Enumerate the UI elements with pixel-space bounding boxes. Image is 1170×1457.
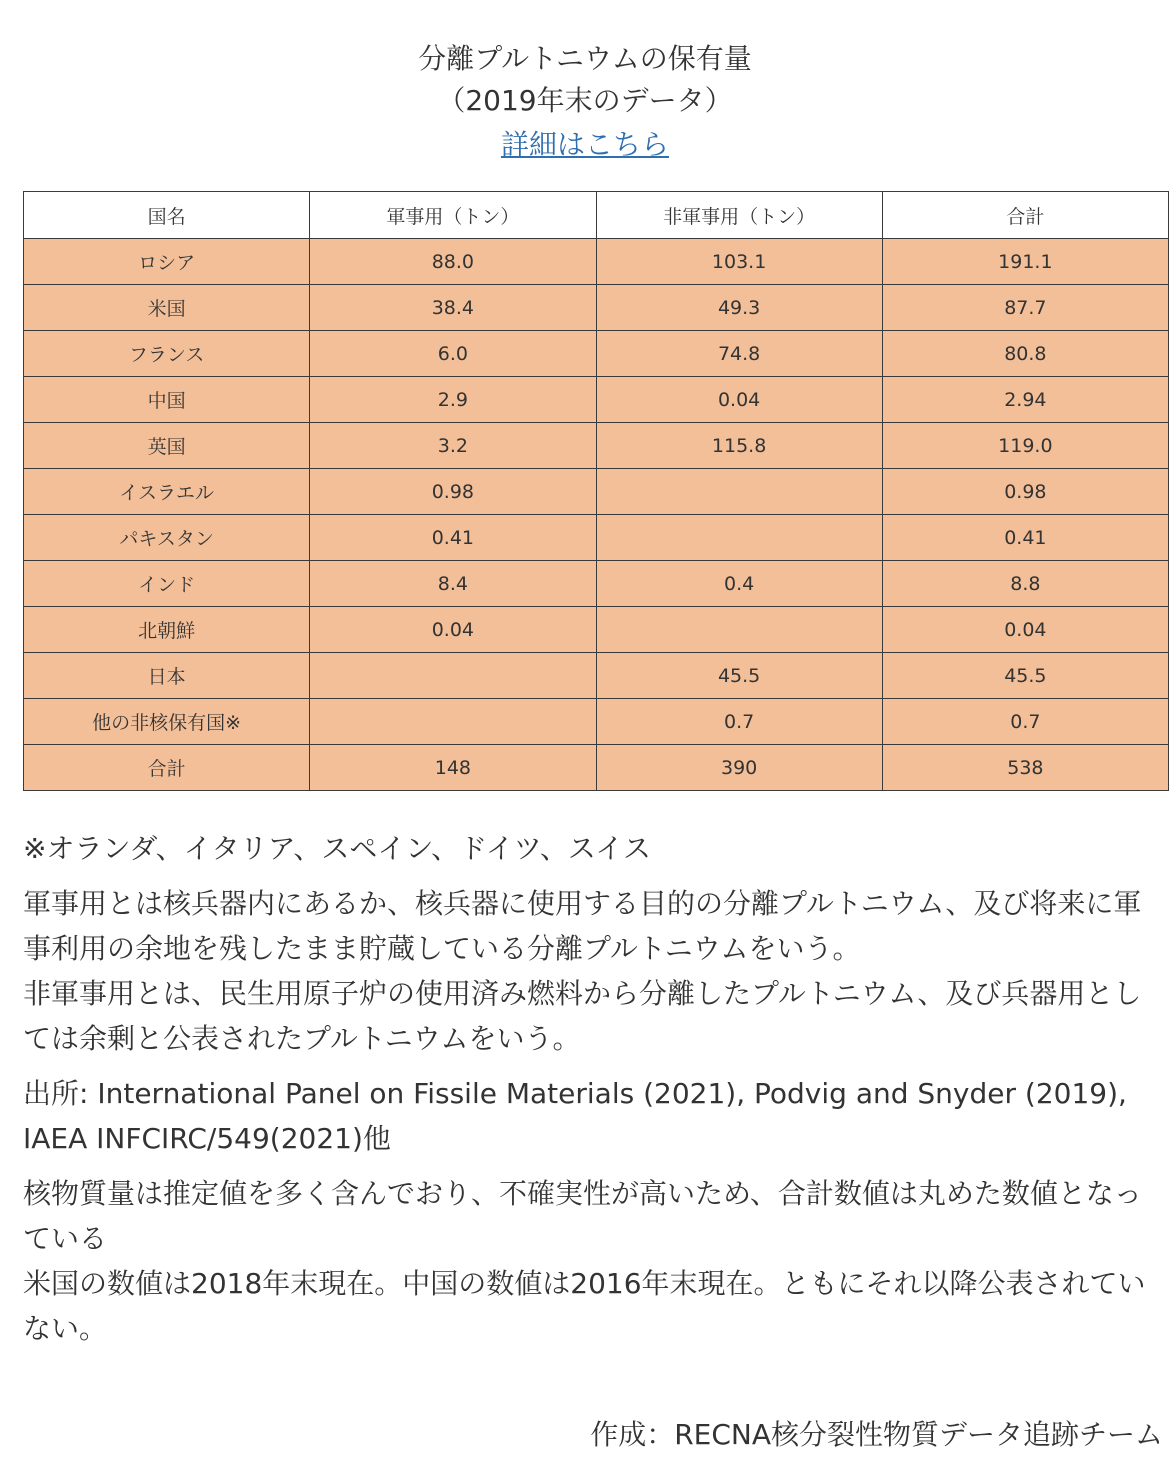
page-subtitle: （2019年末のデータ）: [437, 84, 733, 117]
total-cell: 0.98: [882, 469, 1168, 515]
country-cell: ロシア: [24, 239, 310, 285]
total-cell: 8.8: [882, 561, 1168, 607]
civil-cell: 0.04: [596, 377, 882, 423]
rounding-note-text: 核物質量は推定値を多く含んでおり、不確実性が高いため、合計数値は丸めた数値となっている: [23, 1177, 1142, 1255]
table-row: [24, 561, 1169, 607]
page-title: 分離プルトニウムの保有量: [418, 42, 752, 75]
civil-cell: [596, 607, 882, 653]
military-cell: 0.98: [310, 469, 596, 515]
column-header-total: 合計: [882, 192, 1168, 239]
military-cell: [310, 699, 596, 745]
total-cell: 87.7: [882, 285, 1168, 331]
military-cell: 38.4: [310, 285, 596, 331]
country-cell: インド: [24, 561, 310, 607]
military-cell: 6.0: [310, 331, 596, 377]
column-header-country: 国名: [24, 192, 310, 239]
us-china-note-text: 米国の数値は2018年末現在。中国の数値は2016年末現在。ともにそれ以降公表されていない。: [23, 1267, 1146, 1345]
total-cell: 191.1: [882, 239, 1168, 285]
table-row: [24, 699, 1169, 745]
total-cell: 45.5: [882, 653, 1168, 699]
total-cell: 0.04: [882, 607, 1168, 653]
country-cell: フランス: [24, 331, 310, 377]
table-row: [24, 745, 1169, 791]
page-header: [0, 0, 1170, 168]
civil-cell: 45.5: [596, 653, 882, 699]
country-cell: 日本: [24, 653, 310, 699]
country-cell: パキスタン: [24, 515, 310, 561]
civil-cell: 49.3: [596, 285, 882, 331]
table-header-row: [24, 192, 1169, 239]
total-cell: 2.94: [882, 377, 1168, 423]
military-cell: 0.41: [310, 515, 596, 561]
civil-cell: 115.8: [596, 423, 882, 469]
definition-military-text: 軍事用とは核兵器内にあるか、核兵器に使用する目的の分離プルトニウム、及び将来に軍事利用の余地を残したまま貯蔵している分離プルトニウムをいう。: [23, 887, 1142, 965]
table-row: [24, 653, 1169, 699]
civil-cell: 0.4: [596, 561, 882, 607]
military-cell: 148: [310, 745, 596, 791]
author-credit: 作成：RECNA核分裂性物質データ追跡チーム: [590, 1418, 1163, 1451]
country-cell: 英国: [24, 423, 310, 469]
total-cell: 119.0: [882, 423, 1168, 469]
civil-cell: 0.7: [596, 699, 882, 745]
civil-cell: [596, 515, 882, 561]
military-cell: 3.2: [310, 423, 596, 469]
country-cell: 他の非核保有国※: [24, 699, 310, 745]
table-body: [24, 239, 1169, 791]
table-row: [24, 469, 1169, 515]
total-cell: 0.7: [882, 699, 1168, 745]
military-cell: 2.9: [310, 377, 596, 423]
military-cell: [310, 653, 596, 699]
column-header-military: 軍事用（トン）: [310, 192, 596, 239]
table-row: [24, 607, 1169, 653]
total-cell: 0.41: [882, 515, 1168, 561]
table-row: [24, 239, 1169, 285]
footnote-text: ※オランダ、イタリア、スペイン、ドイツ、スイス: [23, 832, 651, 865]
civil-cell: 390: [596, 745, 882, 791]
total-cell: 80.8: [882, 331, 1168, 377]
table-row: [24, 331, 1169, 377]
country-cell: 北朝鮮: [24, 607, 310, 653]
plutonium-table: [23, 191, 1169, 791]
column-header-civil: 非軍事用（トン）: [596, 192, 882, 239]
notes-section: [23, 826, 1163, 1351]
table-row: [24, 423, 1169, 469]
country-cell: イスラエル: [24, 469, 310, 515]
military-cell: 8.4: [310, 561, 596, 607]
country-cell: 合計: [24, 745, 310, 791]
total-cell: 538: [882, 745, 1168, 791]
civil-cell: 74.8: [596, 331, 882, 377]
table-row: [24, 285, 1169, 331]
source-text: 出所: International Panel on Fissile Materials (2021), Podvig and Snyder (2019), IAEA INFCIRC/549(2021)他: [23, 1077, 1127, 1155]
country-cell: 中国: [24, 377, 310, 423]
definition-civil-text: 非軍事用とは、民生用原子炉の使用済み燃料から分離したプルトニウム、及び兵器用としては余剰と公表されたプルトニウムをいう。: [23, 977, 1142, 1055]
table-row: [24, 377, 1169, 423]
military-cell: 0.04: [310, 607, 596, 653]
military-cell: 88.0: [310, 239, 596, 285]
civil-cell: 103.1: [596, 239, 882, 285]
detail-link[interactable]: 詳細はこちら: [500, 128, 669, 161]
table-row: [24, 515, 1169, 561]
country-cell: 米国: [24, 285, 310, 331]
civil-cell: [596, 469, 882, 515]
